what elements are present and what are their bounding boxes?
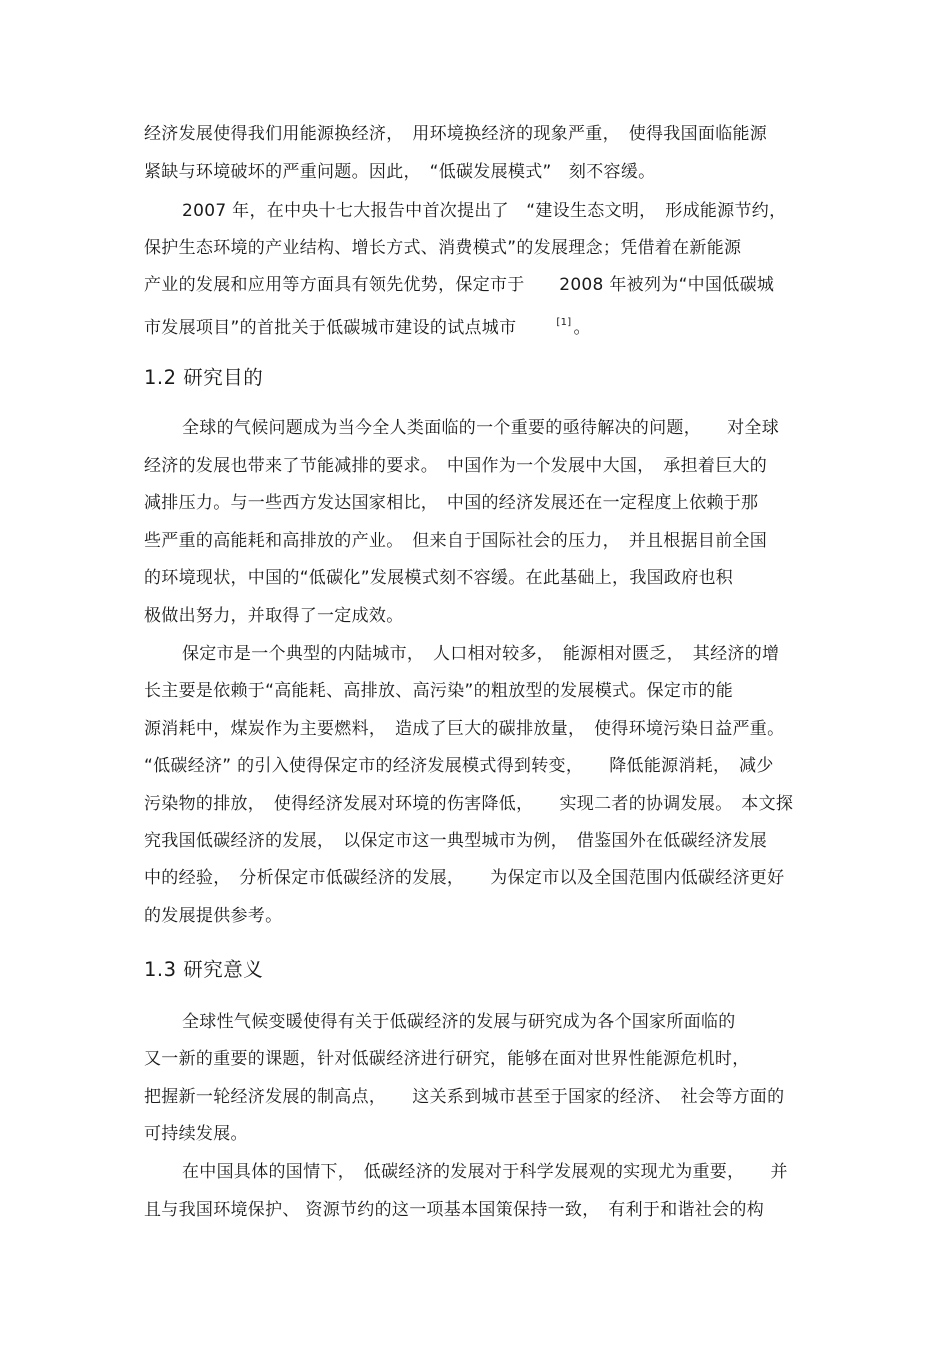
body-text-line: 减排压力。与一些西方发达国家相比， 中国的经济发展还在一定程度上依赖于那	[144, 493, 759, 513]
body-text-line: 紧缺与环境破坏的严重问题。因此， “低碳发展模式” 刻不容缓。	[144, 162, 656, 182]
body-text-line: 全球的气候问题成为当今全人类面临的一个重要的亟待解决的问题， 对全球	[182, 418, 779, 438]
body-text-line: 极做出努力，并取得了一定成效。	[144, 606, 404, 626]
body-text-line: 产业的发展和应用等方面具有领先优势，保定市于 2008 年被列为“中国低碳城	[144, 275, 775, 295]
body-text-line: 又一新的重要的课题，针对低碳经济进行研究，能够在面对世界性能源危机时，	[144, 1049, 750, 1069]
body-text-line: 把握新一轮经济发展的制高点， 这关系到城市甚至于国家的经济、 社会等方面的	[144, 1087, 785, 1107]
body-text-line: 经济发展使得我们用能源换经济， 用环境换经济的现象严重， 使得我国面临能源	[144, 124, 768, 144]
body-text-line: 污染物的排放， 使得经济发展对环境的伤害降低， 实现二者的协调发展。 本文探	[144, 794, 794, 814]
body-text-line: 全球性气候变暖使得有关于低碳经济的发展与研究成为各个国家所面临的	[182, 1012, 736, 1032]
body-text-line: 的发展提供参考。	[144, 906, 283, 926]
body-text-line: 且与我国环境保护、 资源节约的这一项基本国策保持一致， 有利于和谐社会的构	[144, 1200, 765, 1220]
body-text-line: 源消耗中，煤炭作为主要燃料， 造成了巨大的碳排放量， 使得环境污染日益严重。	[144, 719, 785, 739]
body-text-line: 在中国具体的国情下， 低碳经济的发展对于科学发展观的实现尤为重要， 并	[182, 1162, 788, 1182]
body-text-line: 2007 年，在中央十七大报告中首次提出了 “建设生态文明， 形成能源节约，	[182, 201, 787, 221]
body-text-segment: 。	[573, 318, 591, 338]
body-text-line: 保定市是一个典型的内陆城市， 人口相对较多， 能源相对匮乏， 其经济的增	[182, 644, 780, 664]
section-heading: 1.2 研究目的	[144, 366, 264, 389]
body-text-line: 些严重的高能耗和高排放的产业。 但来自于国际社会的压力， 并且根据目前全国	[144, 531, 768, 551]
body-text-segment: 市发展项目”的首批关于低碳城市建设的试点城市	[144, 318, 517, 338]
body-text-line: 保护生态环境的产业结构、增长方式、消费模式”的发展理念；凭借着在新能源	[144, 238, 742, 258]
body-text-line: 的环境现状，中国的“低碳化”发展模式刻不容缓。在此基础上，我国政府也积	[144, 568, 734, 588]
body-text-line: 可持续发展。	[144, 1124, 248, 1144]
citation-ref: [1]	[556, 317, 572, 328]
body-text-line	[144, 310, 591, 341]
body-text-line: 经济的发展也带来了节能减排的要求。 中国作为一个发展中大国， 承担着巨大的	[144, 456, 768, 476]
section-heading: 1.3 研究意义	[144, 958, 264, 981]
body-text-line: 长主要是依赖于“高能耗、高排放、高污染”的粗放型的发展模式。保定市的能	[144, 681, 734, 701]
body-text-line: 中的经验， 分析保定市低碳经济的发展， 为保定市以及全国范围内低碳经济更好	[144, 868, 785, 888]
body-text-line: 究我国低碳经济的发展， 以保定市这一典型城市为例， 借鉴国外在低碳经济发展	[144, 831, 768, 851]
body-text-line: “低碳经济” 的引入使得保定市的经济发展模式得到转变， 降低能源消耗， 减少	[144, 756, 774, 776]
